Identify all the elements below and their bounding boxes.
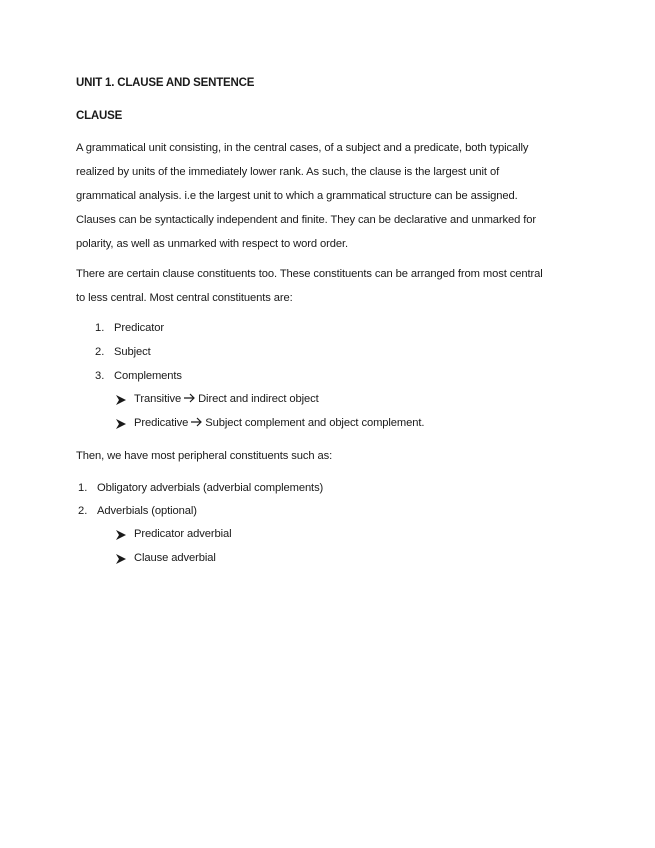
sublist-item-term: Transitive	[134, 393, 182, 405]
unit-title: UNIT 1. CLAUSE AND SENTENCE	[76, 77, 255, 89]
sublist-item	[134, 393, 319, 405]
paragraph-line: grammatical analysis. i.e the largest unit to which a grammatical structure can be assigned.	[76, 190, 518, 202]
paragraph-line: There are certain clause constituents too. These constituents can be arranged from most central	[76, 268, 543, 280]
arrowhead-bullet-icon	[116, 395, 126, 405]
list-item: Subject	[114, 346, 151, 358]
list-item: Predicator	[114, 322, 164, 334]
paragraph-peripheral	[76, 444, 581, 468]
sublist-item-definition: Direct and indirect object	[198, 393, 319, 405]
list-number: 1.	[95, 322, 105, 334]
sublist-item-term: Predicative	[134, 417, 189, 429]
arrowhead-bullet-icon	[116, 554, 126, 564]
paragraph-line: A grammatical unit consisting, in the central cases, of a subject and a predicate, both typically	[76, 142, 529, 154]
list-number: 2.	[78, 505, 88, 517]
paragraph-line: polarity, as well as unmarked with respect to word order.	[76, 238, 349, 250]
list-number: 3.	[95, 370, 105, 382]
paragraph-definition	[76, 136, 581, 256]
paragraph-line: Then, we have most peripheral constituents such as:	[76, 450, 333, 462]
paragraph-line: realized by units of the immediately lower rank. As such, the clause is the largest unit of	[76, 166, 500, 178]
arrowhead-bullet-icon	[116, 530, 126, 540]
right-arrow-icon	[191, 417, 203, 427]
arrowhead-bullet-icon	[116, 419, 126, 429]
sublist-item: Predicator adverbial	[134, 528, 232, 540]
list-item: Complements	[114, 370, 182, 382]
list-number: 1.	[78, 482, 88, 494]
paragraph-line: to less central. Most central constituents are:	[76, 292, 293, 304]
list-item: Adverbials (optional)	[97, 505, 197, 517]
sublist-item-definition: Subject complement and object complement.	[205, 417, 425, 429]
sublist-item	[134, 417, 424, 429]
sublist-item: Clause adverbial	[134, 552, 216, 564]
list-number: 2.	[95, 346, 105, 358]
paragraph-line: Clauses can be syntactically independent and finite. They can be declarative and unmarked for	[76, 214, 537, 226]
section-title: CLAUSE	[76, 110, 123, 122]
paragraph-constituents	[76, 262, 581, 310]
right-arrow-icon	[184, 393, 196, 403]
list-item: Obligatory adverbials (adverbial complements)	[97, 482, 324, 494]
